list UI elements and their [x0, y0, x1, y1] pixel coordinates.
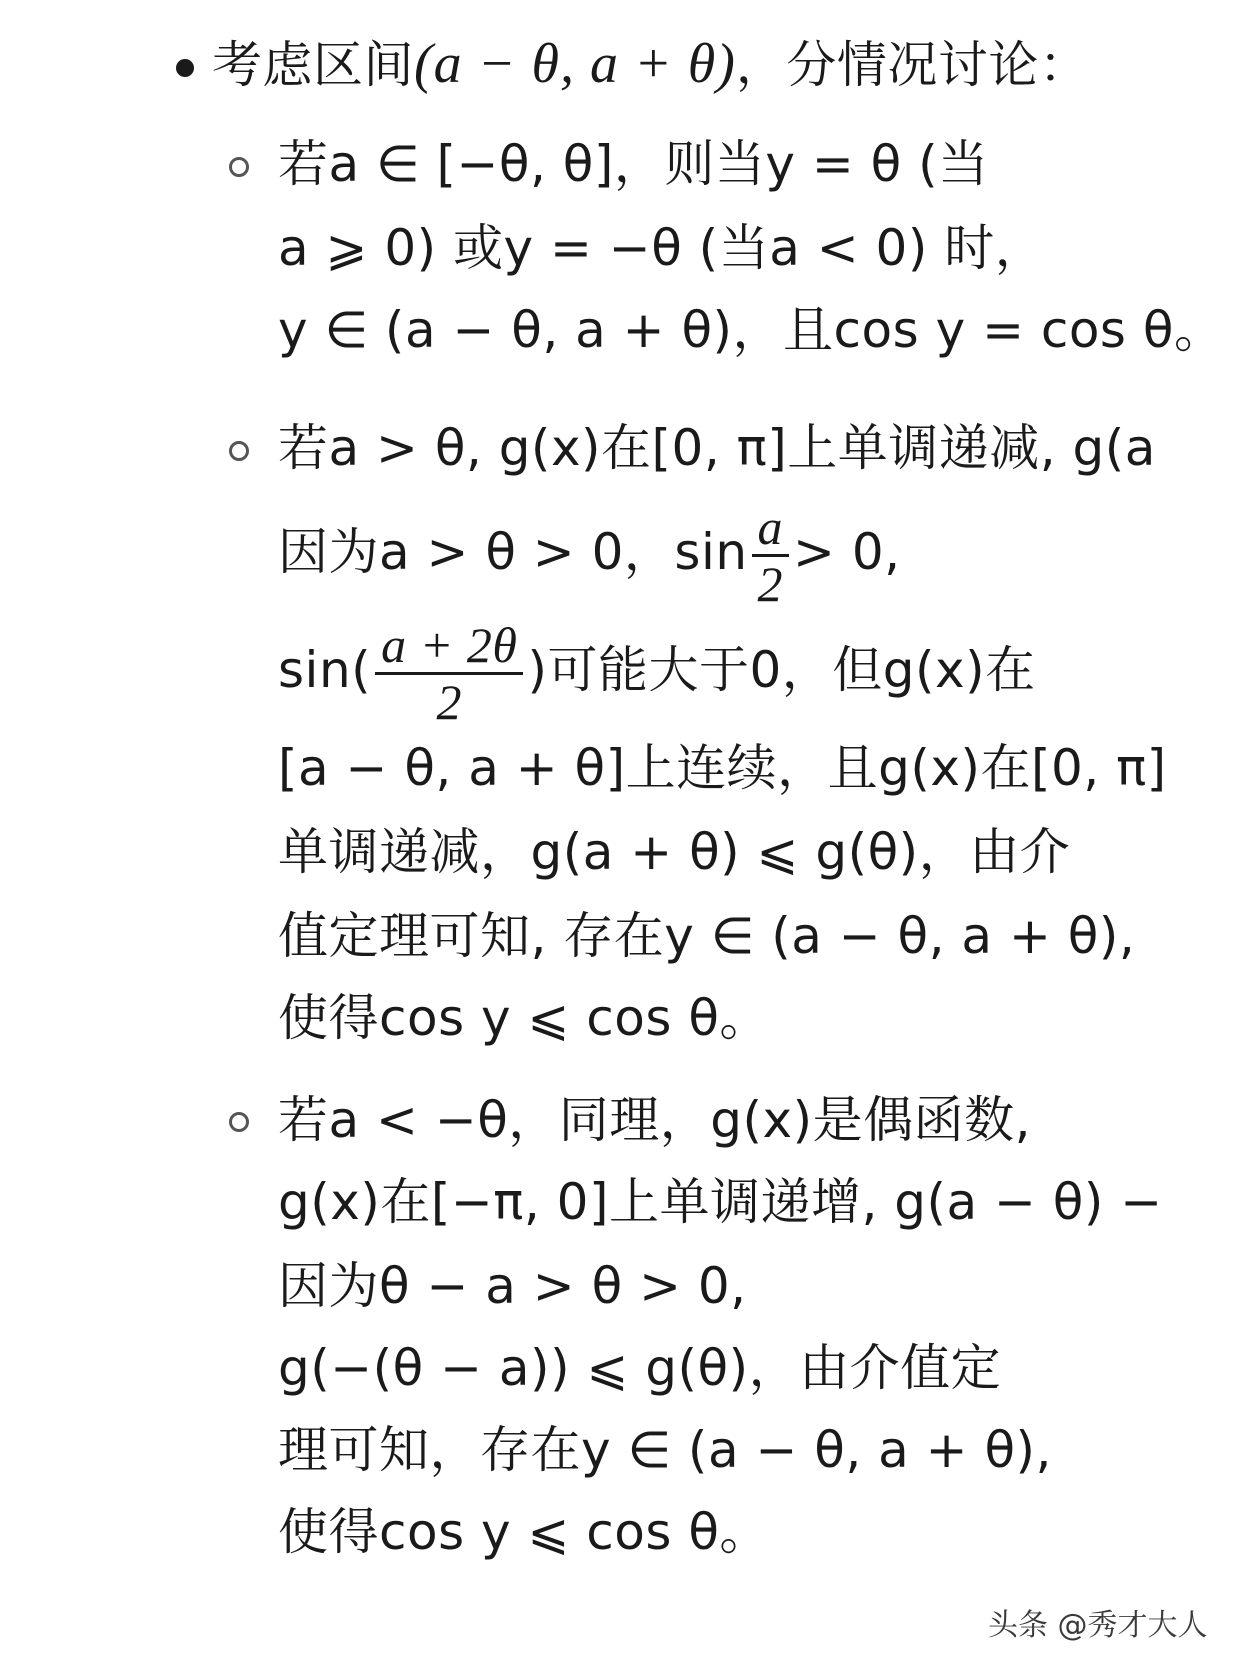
- case3-line-1: 若a < −θ，同理，g(x)是偶函数,: [278, 1091, 1032, 1149]
- case2-line-3-prefix: sin(: [278, 641, 372, 699]
- case1-line-1: 若a ∈ [−θ, θ]，则当y = θ (当: [278, 135, 989, 193]
- case3-line-5: 理可知，存在y ∈ (a − θ, a + θ),: [278, 1421, 1052, 1479]
- fraction-a-plus-2theta-over-2: [375, 618, 523, 729]
- case2-line-7: 使得cos y ⩽ cos θ。: [278, 989, 770, 1047]
- case3-line-6: 使得cos y ⩽ cos θ。: [278, 1503, 770, 1561]
- sub-bullet-case-3: [229, 1112, 249, 1132]
- case2-line-1: 若a > θ, g(x)在[0, π]上单调递减, g(a: [278, 419, 1156, 477]
- intro-suffix: ，分情况讨论：: [735, 36, 1090, 94]
- case3-line-2: g(x)在[−π, 0]上单调递增, g(a − θ) −: [278, 1173, 1163, 1231]
- case2-line-3-suffix: )可能大于0，但g(x)在: [527, 641, 1036, 699]
- case2-line-5: 单调递减，g(a + θ) ⩽ g(θ)，由介: [278, 823, 1071, 881]
- watermark: 头条 @秀才大人: [988, 1608, 1208, 1643]
- fraction-a-over-2-numerator: a: [752, 500, 790, 557]
- fraction-a-plus-2theta-denominator: 2: [436, 674, 463, 730]
- bullet-dot: [176, 59, 194, 77]
- fraction-a-over-2-denominator: 2: [757, 556, 784, 612]
- fraction-a-plus-2theta-numerator: a + 2θ: [375, 618, 523, 675]
- case2-line-2-prefix: 因为a > θ > 0，sin: [278, 523, 748, 581]
- case2-line-2-suffix: > 0,: [793, 523, 901, 581]
- case1-line-3: y ∈ (a − θ, a + θ)，且cos y = cos θ。: [278, 301, 1225, 359]
- case1-line-2: a ⩾ 0) 或y = −θ (当a < 0) 时，: [278, 219, 1046, 277]
- sub-bullet-case-1: [229, 157, 249, 177]
- intro-interval: (a − θ, a + θ): [414, 33, 736, 95]
- fraction-a-over-2: [752, 500, 790, 611]
- case2-line-3: [278, 618, 1036, 729]
- case2-line-6: 值定理可知, 存在y ∈ (a − θ, a + θ),: [278, 907, 1136, 965]
- intro-prefix: 考虑区间: [212, 36, 414, 94]
- case2-line-4: [a − θ, a + θ]上连续，且g(x)在[0, π]: [278, 739, 1167, 797]
- case3-line-4: g(−(θ − a)) ⩽ g(θ)，由介值定: [278, 1339, 1002, 1397]
- intro-line: [212, 34, 1089, 95]
- case2-line-2: [278, 500, 901, 611]
- case3-line-3: 因为θ − a > θ > 0,: [278, 1257, 747, 1315]
- sub-bullet-case-2: [229, 441, 249, 461]
